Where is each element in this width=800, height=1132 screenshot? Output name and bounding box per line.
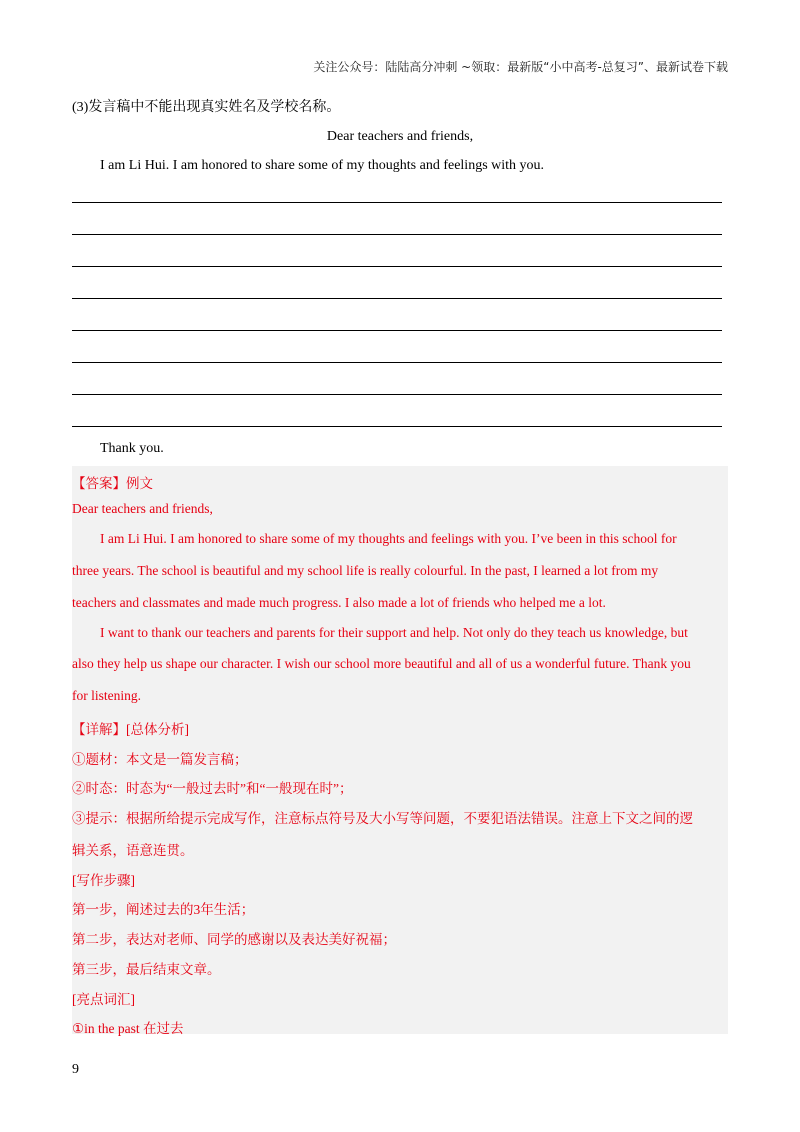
writing-line: [72, 266, 722, 267]
sample-paragraph-line: for listening.: [72, 688, 141, 703]
sample-paragraph-line: also they help us shape our character. I wish our school more beautiful and all of us a wonderful future. Thank you: [72, 656, 691, 671]
analysis-item: ②时态：时态为“一般过去时”和“一般现在时”；: [72, 781, 353, 796]
letter-salutation: Dear teachers and friends,: [326, 129, 474, 144]
sample-salutation: Dear teachers and friends,: [72, 501, 213, 516]
answer-section: [72, 466, 728, 1034]
sample-paragraph-line: teachers and classmates and made much progress. I also made a lot of friends who helped me a lot.: [72, 595, 606, 610]
step-item: 第一步，阐述过去的3年生活；: [72, 902, 255, 917]
page-number: 9: [72, 1062, 79, 1077]
answer-heading: 【答案】例文: [72, 476, 153, 491]
writing-line: [72, 362, 722, 363]
writing-line: [72, 426, 722, 427]
analysis-item: ①题材：本文是一篇发言稿；: [72, 752, 248, 767]
letter-closing: Thank you.: [100, 441, 164, 456]
vocab-item: ①in the past 在过去: [72, 1021, 184, 1036]
step-item: 第二步，表达对老师、同学的感谢以及表达美好祝福；: [72, 932, 396, 947]
analysis-item: 辑关系，语意连贯。: [72, 843, 194, 858]
sample-paragraph-line: I am Li Hui. I am honored to share some of my thoughts and feelings with you. I’ve been in this school for: [100, 531, 677, 546]
vocab-heading: [亮点词汇]: [72, 992, 135, 1007]
writing-line: [72, 234, 722, 235]
writing-line: [72, 394, 722, 395]
writing-line: [72, 298, 722, 299]
steps-heading: [写作步骤]: [72, 873, 135, 888]
writing-line: [72, 330, 722, 331]
sample-paragraph-line: three years. The school is beautiful and my school life is really colourful. In the past, I learned a lot from my: [72, 563, 659, 578]
letter-opening: I am Li Hui. I am honored to share some of my thoughts and feelings with you.: [100, 158, 545, 173]
page-header: 关注公众号：陆陆高分冲刺 ~领取：最新版“小中高考-总复习”、最新试卷下载: [313, 60, 728, 74]
analysis-item: ③提示：根据所给提示完成写作，注意标点符号及大小写等问题，不要犯语法错误。注意上下文之间的逻: [72, 811, 693, 826]
sample-paragraph-line: I want to thank our teachers and parents for their support and help. Not only do they teach us knowledge, but: [100, 625, 688, 640]
writing-line: [72, 202, 722, 203]
writing-requirement: (3)发言稿中不能出现真实姓名及学校名称。: [72, 100, 341, 115]
step-item: 第三步，最后结束文章。: [72, 962, 221, 977]
analysis-heading: 【详解】[总体分析]: [72, 722, 189, 737]
